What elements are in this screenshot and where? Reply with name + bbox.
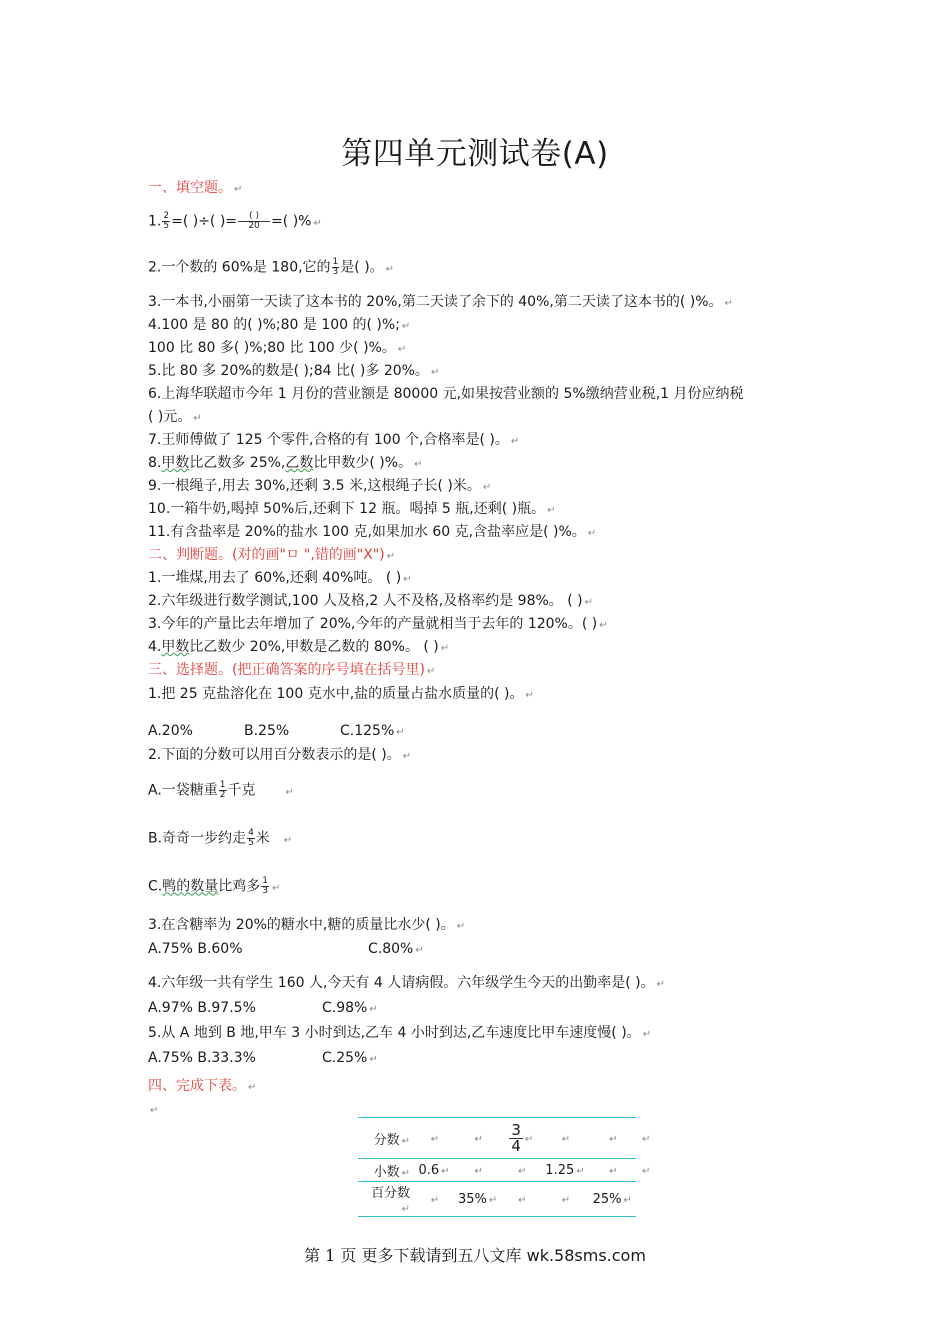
row-label: 小数 ↵ bbox=[358, 1159, 414, 1182]
section-3-header: 三、选择题。(把正确答案的序号填在括号里) ↵ bbox=[148, 662, 436, 678]
fill-q10: 10.一箱牛奶,喝掉 50%后,还剩下 12 瓶。喝掉 5 瓶,还剩( )瓶。 ↵ bbox=[148, 501, 556, 517]
table-cell: 0.6 ↵ bbox=[414, 1159, 454, 1182]
fraction-three-quarters: $\frac{3}{4}$ bbox=[511, 1120, 521, 1155]
table-cell: ↵ bbox=[501, 1159, 541, 1182]
choice-q2: 2.下面的分数可以用百分数表示的是( )。 ↵ bbox=[148, 747, 412, 763]
table-row-decimal bbox=[358, 1159, 654, 1182]
row-end: ↵ bbox=[641, 1133, 651, 1145]
choice-q2-option-a: A.一袋糖重 $\frac{1}{2}$ 千克 ↵ bbox=[148, 780, 294, 800]
choice-q5: 5.从 A 地到 B 地,甲车 3 小时到达,乙车 4 小时到达,乙车速度比甲车速度慢( )。 ↵ bbox=[148, 1025, 652, 1041]
judge-q4: 4.甲数比乙数少 20%,甲数是乙数的 80%。 ( ) ↵ bbox=[148, 639, 450, 655]
fill-q4b: 100 比 80 多( )%;80 比 100 少( )%。 ↵ bbox=[148, 340, 407, 356]
table-cell: ↵ bbox=[414, 1182, 454, 1217]
table-cell: ↵ bbox=[454, 1159, 501, 1182]
fraction: $\frac{1}{3}$ bbox=[332, 257, 339, 277]
table-cell: ↵ bbox=[541, 1118, 588, 1159]
table-cell: ↵ bbox=[501, 1182, 541, 1217]
table-cell: ↵ bbox=[589, 1118, 636, 1159]
table-cell: 25% ↵ bbox=[589, 1182, 636, 1217]
choice-q4-options: A.97% B.97.5% C.98% ↵ bbox=[148, 1000, 378, 1016]
judge-q1: 1.一堆煤,用去了 60%,还剩 40%吨。 ( ) ↵ bbox=[148, 570, 412, 586]
table-cell: ↵ bbox=[414, 1118, 454, 1159]
choice-q4: 4.六年级一共有学生 160 人,今天有 4 人请病假。六年级学生今天的出勤率是( )。 ↵ bbox=[148, 975, 666, 991]
choice-q3-options: A.75% B.60% C.80% ↵ bbox=[148, 941, 424, 957]
fraction: $\frac{4}{5}$ bbox=[248, 828, 254, 848]
choice-q2-option-b: B.奇奇一步约走 $\frac{4}{5}$ 米 ↵ bbox=[148, 828, 293, 848]
table-cell: ↵ bbox=[454, 1118, 501, 1159]
conversion-table bbox=[358, 1117, 654, 1217]
table-cell: ↵ bbox=[541, 1182, 588, 1217]
fill-q6a: 6.上海华联超市今年 1 月份的营业额是 80000 元,如果按营业额的 5%缴纳营业税,1 月份应纳税 bbox=[148, 386, 744, 402]
table-row-percent bbox=[358, 1182, 654, 1217]
choice-q5-options: A.75% B.33.3% C.25% ↵ bbox=[148, 1050, 378, 1066]
fill-q7: 7.王师傅做了 125 个零件,合格的有 100 个,合格率是( )。 ↵ bbox=[148, 432, 520, 448]
table-row-fraction bbox=[358, 1118, 654, 1159]
row-label: 百分数↵ bbox=[358, 1182, 414, 1217]
fill-q6b: ( )元。 ↵ bbox=[148, 409, 202, 425]
table-cell: 35% ↵ bbox=[454, 1182, 501, 1217]
fill-q3: 3.一本书,小丽第一天读了这本书的 20%,第二天读了余下的 40%,第二天读了这本书的( )%。 ↵ bbox=[148, 294, 733, 310]
fraction: $\frac{( )}{20}$ bbox=[238, 212, 270, 231]
fraction: $\frac{1}{3}$ bbox=[262, 876, 268, 896]
section-4-header: 四、完成下表。 ↵ bbox=[148, 1078, 257, 1094]
fill-q8: 8.甲数比乙数多 25%,乙数比甲数少( )%。 ↵ bbox=[148, 455, 423, 471]
choice-q2-option-c: C.鸭的数量比鸡多 $\frac{1}{3}$ ↵ bbox=[148, 876, 281, 896]
table-cell: 1.25 ↵ bbox=[541, 1159, 588, 1182]
table-cell: $\frac{3}{4}$ ↵ bbox=[501, 1118, 541, 1159]
row-end: ↵ bbox=[641, 1165, 651, 1177]
fraction: $\frac{1}{2}$ bbox=[219, 780, 226, 800]
fill-q2: 2.一个数的 60%是 180,它的 $\frac{1}{3}$ 是( )。 ↵ bbox=[148, 257, 395, 277]
table-cell: ↵ bbox=[589, 1159, 636, 1182]
fraction: $\frac{2}{5}$ bbox=[163, 211, 170, 231]
fill-q1: 1. $\frac{2}{5}$ =( )÷( )= $\frac{( )}{20}$ =( )% ↵ bbox=[148, 211, 322, 231]
page-title: 第四单元测试卷(A) bbox=[341, 136, 609, 172]
fill-q5: 5.比 80 多 20%的数是( );84 比( )多 20%。 ↵ bbox=[148, 363, 440, 379]
choice-q1-options: A.20% B.25% C.125% ↵ bbox=[148, 723, 405, 739]
section-1-header: 一、填空题。 ↵ bbox=[148, 180, 243, 196]
choice-q3: 3.在含糖率为 20%的糖水中,糖的质量比水少( )。 ↵ bbox=[148, 917, 466, 933]
judge-q2: 2.六年级进行数学测试,100 人及格,2 人不及格,及格率约是 98%。 ( ) ↵ bbox=[148, 593, 594, 609]
row-label: 分数 ↵ bbox=[358, 1118, 414, 1159]
section-2-header: 二、判断题。(对的画"ㅁ ",错的画"X") ↵ bbox=[148, 547, 396, 563]
fill-q11: 11.有含盐率是 20%的盐水 100 克,如果加水 60 克,含盐率应是( )%。 ↵ bbox=[148, 524, 597, 540]
choice-q1: 1.把 25 克盐溶化在 100 克水中,盐的质量占盐水质量的( )。 ↵ bbox=[148, 686, 534, 702]
fill-q4a: 4.100 是 80 的( )%;80 是 100 的( )%; ↵ bbox=[148, 317, 411, 333]
page-footer: 第 1 页 更多下载请到五八文库 wk.58sms.com bbox=[304, 1246, 646, 1265]
empty-paragraph: ↵ bbox=[150, 1105, 159, 1116]
judge-q3: 3.今年的产量比去年增加了 20%,今年的产量就相当于去年的 120%。( ) ↵ bbox=[148, 616, 608, 632]
fill-q9: 9.一根绳子,用去 30%,还剩 3.5 米,这根绳子长( )米。 ↵ bbox=[148, 478, 492, 494]
row-end bbox=[636, 1182, 654, 1217]
